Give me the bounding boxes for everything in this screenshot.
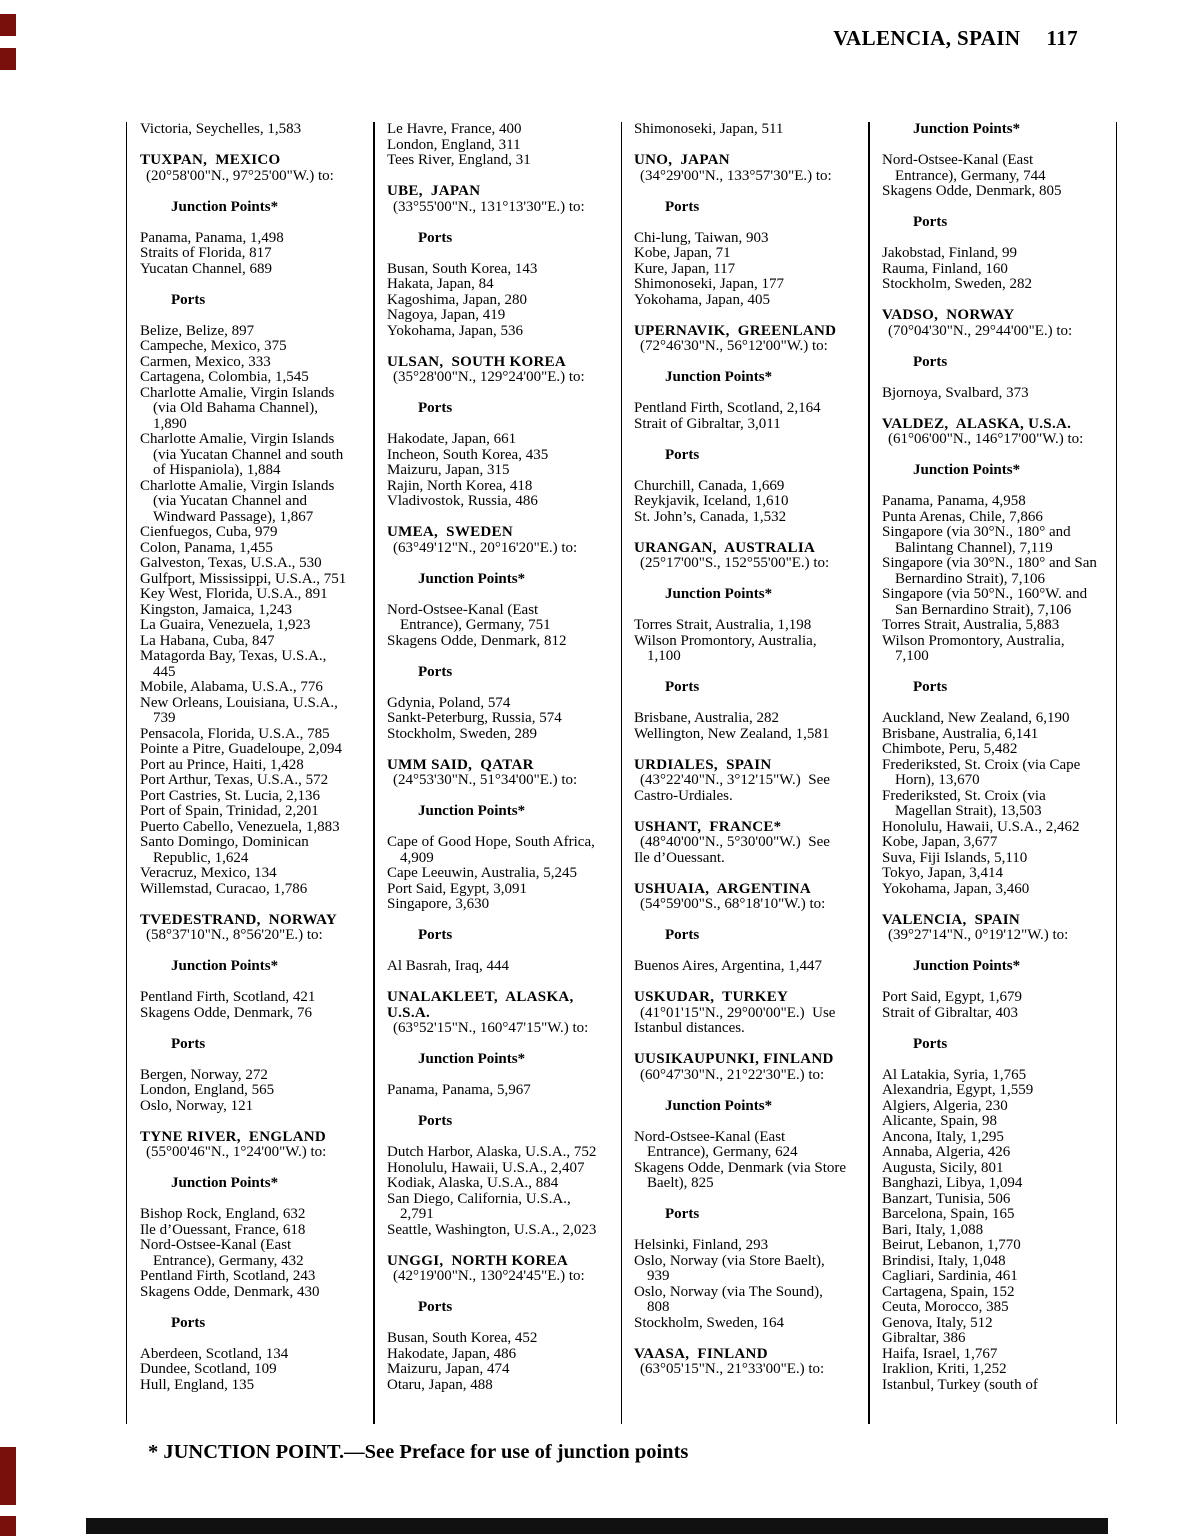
scan-artifact-mark <box>0 1447 16 1505</box>
port-distance-line: Frederiksted, St. Croix (via <box>882 787 1046 804</box>
port-distance-line: Pentland Firth, Scotland, 421 <box>140 989 316 1005</box>
port-distance-line: Chimbote, Peru, 5,482 <box>882 741 1018 757</box>
port-distance-line: Campeche, Mexico, 375 <box>140 338 287 354</box>
page-number: 117 <box>1046 26 1078 50</box>
entry-heading: USHANT, FRANCE* <box>634 818 782 835</box>
port-distance-line: Port Said, Egypt, 3,091 <box>387 880 528 897</box>
port-distance-line: Barcelona, Spain, 165 <box>882 1206 1015 1222</box>
section-subheading: Ports <box>171 291 206 308</box>
column-rule <box>126 122 128 1424</box>
junction-point-footnote: * JUNCTION POINT.—See Preface for use of junction points <box>148 1441 689 1463</box>
section-subheading: Junction Points* <box>913 121 1021 137</box>
port-distance-line: Singapore, 3,630 <box>387 896 490 912</box>
port-distance-line: Ile d’Ouessant, France, 618 <box>140 1221 306 1238</box>
port-distance-line: Bishop Rock, England, 632 <box>140 1206 306 1222</box>
port-distance-line: Cienfuegos, Cuba, 979 <box>140 524 278 540</box>
coordinates-line: (25°17'00"S., 152°55'00"E.) to: <box>640 555 830 571</box>
coordinates-line: (35°28'00"N., 129°24'00"E.) to: <box>393 369 585 385</box>
port-distance-line: Incheon, South Korea, 435 <box>387 446 549 463</box>
coordinates-line: (41°01'15"N., 29°00'00"E.) Use <box>640 1004 836 1021</box>
port-distance-line: St. John’s, Canada, 1,532 <box>634 508 787 525</box>
port-distance-line: Skagens Odde, Denmark, 805 <box>882 183 1062 199</box>
section-subheading: Ports <box>418 1299 453 1315</box>
port-distance-line: Strait of Gibraltar, 3,011 <box>634 415 781 432</box>
port-distance-line: Ceuta, Morocco, 385 <box>882 1299 1009 1315</box>
port-distance-line: Gdynia, Poland, 574 <box>387 694 511 711</box>
port-distance-line: Yokohama, Japan, 3,460 <box>882 880 1030 897</box>
section-subheading: Ports <box>418 663 453 680</box>
port-distance-line: Churchill, Canada, 1,669 <box>634 477 785 494</box>
section-subheading: Ports <box>913 1035 948 1052</box>
port-distance-line: Panama, Panama, 5,967 <box>387 1082 531 1098</box>
port-distance-line: Singapore (via 30°N., 180° and <box>882 524 1071 540</box>
section-subheading: Junction Points* <box>665 1097 773 1114</box>
section-subheading: Junction Points* <box>418 803 526 819</box>
port-distance-line: Beirut, Lebanon, 1,770 <box>882 1237 1021 1253</box>
entry-heading: VALENCIA, SPAIN <box>882 911 1021 928</box>
section-subheading: Junction Points* <box>171 198 279 215</box>
port-distance-line: Puerto Cabello, Venezuela, 1,883 <box>140 818 340 835</box>
port-distance-line: Victoria, Seychelles, 1,583 <box>140 121 302 137</box>
entry-heading: UUSIKAUPUNKI, FINLAND <box>634 1051 834 1067</box>
port-distance-line: Istanbul distances. <box>634 1020 745 1036</box>
entry-heading: VAASA, FINLAND <box>634 1345 768 1362</box>
port-distance-line: Oslo, Norway (via The Sound), <box>634 1283 823 1300</box>
entry-heading: VALDEZ, ALASKA, U.S.A. <box>882 415 1072 432</box>
entry-heading: UNO, JAPAN <box>634 152 730 168</box>
scan-artifact-mark <box>0 1516 16 1536</box>
port-distance-line: Belize, Belize, 897 <box>140 322 255 339</box>
port-distance-line: La Habana, Cuba, 847 <box>140 632 275 649</box>
entry-heading: UMEA, SWEDEN <box>387 524 513 540</box>
port-distance-line: Sankt-Peterburg, Russia, 574 <box>387 710 562 726</box>
section-subheading: Junction Points* <box>665 586 773 602</box>
port-distance-line: London, England, 565 <box>140 1082 275 1098</box>
port-distance-line: Annaba, Algeria, 426 <box>882 1144 1011 1160</box>
text-column-1 <box>140 122 377 1393</box>
port-distance-line: Skagens Odde, Denmark, 812 <box>387 632 567 649</box>
port-distance-line: Helsinki, Finland, 293 <box>634 1237 769 1253</box>
continuation-line: Magellan Strait), 13,503 <box>895 803 1042 819</box>
coordinates-line: (58°37'10"N., 8°56'20"E.) to: <box>146 927 323 943</box>
running-header <box>833 26 1078 51</box>
port-distance-line: Jakobstad, Finland, 99 <box>882 245 1017 261</box>
section-subheading: Ports <box>171 1314 206 1331</box>
port-distance-line: Augusta, Sicily, 801 <box>882 1159 1004 1176</box>
port-distance-line: Kobe, Japan, 71 <box>634 245 731 261</box>
continuation-line: Entrance), Germany, 624 <box>647 1144 798 1160</box>
port-distance-line: Honolulu, Hawaii, U.S.A., 2,407 <box>387 1159 585 1176</box>
section-subheading: Junction Points* <box>171 1175 279 1191</box>
coordinates-line: (55°00'46"N., 1°24'00"W.) to: <box>146 1144 327 1160</box>
port-distance-line: Istanbul, Turkey (south of <box>882 1376 1038 1393</box>
continuation-line: 739 <box>153 710 176 726</box>
port-distance-line: Port Castries, St. Lucia, 2,136 <box>140 787 320 804</box>
port-distance-line: Dundee, Scotland, 109 <box>140 1361 277 1377</box>
port-distance-line: Buenos Aires, Argentina, 1,447 <box>634 958 823 974</box>
entry-heading: UBE, JAPAN <box>387 183 481 199</box>
port-distance-line: Panama, Panama, 4,958 <box>882 493 1026 509</box>
port-distance-line: Charlotte Amalie, Virgin Islands <box>140 384 335 401</box>
port-distance-line: Pentland Firth, Scotland, 243 <box>140 1268 316 1284</box>
running-head-title: VALENCIA, SPAIN <box>833 26 1021 50</box>
port-distance-line: Gulfport, Mississippi, U.S.A., 751 <box>140 570 347 587</box>
section-subheading: Ports <box>418 1113 453 1129</box>
port-distance-line: Singapore (via 30°N., 180° and San <box>882 555 1097 571</box>
port-distance-line: Haifa, Israel, 1,767 <box>882 1345 998 1362</box>
port-distance-line: Auckland, New Zealand, 6,190 <box>882 710 1070 726</box>
port-distance-line: Castro-Urdiales. <box>634 787 733 804</box>
port-distance-line: Hakodate, Japan, 661 <box>387 431 517 447</box>
port-distance-line: Charlotte Amalie, Virgin Islands <box>140 477 335 494</box>
port-distance-line: Punta Arenas, Chile, 7,866 <box>882 508 1043 525</box>
port-distance-line: Banghazi, Libya, 1,094 <box>882 1175 1023 1191</box>
port-distance-line: Bergen, Norway, 272 <box>140 1066 268 1083</box>
section-subheading: Junction Points* <box>171 958 279 974</box>
port-distance-line: Suva, Fiji Islands, 5,110 <box>882 849 1028 866</box>
port-distance-line: Nagoya, Japan, 419 <box>387 307 506 323</box>
coordinates-line: (42°19'00"N., 130°24'45"E.) to: <box>393 1268 585 1284</box>
port-distance-line: Maizuru, Japan, 315 <box>387 462 510 478</box>
port-distance-line: Port Said, Egypt, 1,679 <box>882 989 1023 1005</box>
port-distance-line: Busan, South Korea, 452 <box>387 1330 538 1346</box>
port-distance-line: Tees River, England, 31 <box>387 152 531 168</box>
coordinates-line: (60°47'30"N., 21°22'30"E.) to: <box>640 1066 825 1083</box>
coordinates-line: (24°53'30"N., 51°34'00"E.) to: <box>393 772 578 788</box>
continuation-line: (via Yucatan Channel and south <box>153 446 344 463</box>
entry-heading: URANGAN, AUSTRALIA <box>634 539 816 556</box>
section-subheading: Junction Points* <box>913 462 1021 478</box>
port-distance-line: Pensacola, Florida, U.S.A., 785 <box>140 725 330 742</box>
port-distance-line: Aberdeen, Scotland, 134 <box>140 1345 289 1362</box>
entry-heading: UMM SAID, QATAR <box>387 756 534 773</box>
port-distance-line: Kobe, Japan, 3,677 <box>882 834 998 850</box>
port-distance-line: Pentland Firth, Scotland, 2,164 <box>634 400 821 416</box>
port-distance-line: Al Basrah, Iraq, 444 <box>387 958 510 974</box>
port-distance-line: Veracruz, Mexico, 134 <box>140 865 277 881</box>
port-distance-line: Yucatan Channel, 689 <box>140 260 273 277</box>
coordinates-line: (63°49'12"N., 20°16'20"E.) to: <box>393 539 578 556</box>
port-distance-line: Busan, South Korea, 143 <box>387 260 538 277</box>
port-distance-line: Singapore (via 50°N., 160°W. and <box>882 586 1088 602</box>
entry-heading: VADSO, NORWAY <box>882 307 1015 323</box>
port-distance-line: Ancona, Italy, 1,295 <box>882 1128 1004 1145</box>
port-distance-line: Santo Domingo, Dominican <box>140 834 309 850</box>
continuation-line: 7,100 <box>895 648 929 664</box>
port-distance-line: Rajin, North Korea, 418 <box>387 477 533 494</box>
port-distance-line: Dutch Harbor, Alaska, U.S.A., 752 <box>387 1144 597 1160</box>
section-subheading: Ports <box>665 927 700 943</box>
port-distance-line: Vladivostok, Russia, 486 <box>387 493 538 509</box>
port-distance-line: Shimonoseki, Japan, 511 <box>634 121 784 137</box>
continuation-line: Entrance), Germany, 744 <box>895 167 1046 184</box>
section-subheading: Junction Points* <box>418 1051 526 1067</box>
port-distance-line: Kodiak, Alaska, U.S.A., 884 <box>387 1175 559 1191</box>
section-subheading: Ports <box>913 679 948 695</box>
coordinates-line: (39°27'14"N., 0°19'12"W.) to: <box>888 927 1069 943</box>
port-distance-line: Alicante, Spain, 98 <box>882 1113 997 1129</box>
port-distance-line: Al Latakia, Syria, 1,765 <box>882 1066 1027 1083</box>
port-distance-line: Port Arthur, Texas, U.S.A., 572 <box>140 772 329 788</box>
entry-heading: UNGGI, NORTH KOREA <box>387 1252 569 1269</box>
section-subheading: Ports <box>665 198 700 215</box>
port-distance-line: Strait of Gibraltar, 403 <box>882 1004 1019 1021</box>
coordinates-line: (61°06'00"N., 146°17'00"W.) to: <box>888 431 1084 447</box>
section-subheading: Ports <box>418 400 453 416</box>
section-subheading: Ports <box>418 927 453 943</box>
port-distance-line: Alexandria, Egypt, 1,559 <box>882 1082 1034 1098</box>
port-distance-line: Brisbane, Australia, 282 <box>634 710 779 726</box>
coordinates-line: (34°29'00"N., 133°57'30"E.) to: <box>640 167 832 184</box>
port-distance-line: Chi-lung, Taiwan, 903 <box>634 229 769 246</box>
port-distance-line: Kingston, Jamaica, 1,243 <box>140 601 293 618</box>
port-distance-line: New Orleans, Louisiana, U.S.A., <box>140 694 338 711</box>
port-distance-line: Colon, Panama, 1,455 <box>140 539 273 556</box>
port-distance-line: Cagliari, Sardinia, 461 <box>882 1268 1018 1284</box>
section-subheading: Ports <box>913 214 948 230</box>
port-distance-line: Kure, Japan, 117 <box>634 260 736 277</box>
coordinates-line: (20°58'00"N., 97°25'00"W.) to: <box>146 167 334 184</box>
coordinates-line: (63°52'15"N., 160°47'15"W.) to: <box>393 1020 589 1036</box>
port-distance-line: Cape of Good Hope, South Africa, <box>387 834 595 850</box>
port-distance-line: Key West, Florida, U.S.A., 891 <box>140 586 328 602</box>
entry-heading: U.S.A. <box>387 1004 431 1021</box>
coordinates-line: (33°55'00"N., 131°13'30"E.) to: <box>393 198 585 215</box>
port-distance-line: Matagorda Bay, Texas, U.S.A., <box>140 648 327 664</box>
port-distance-line: Nord-Ostsee-Kanal (East <box>140 1237 292 1253</box>
section-subheading: Ports <box>665 679 700 695</box>
coordinates-line: (43°22'40"N., 3°12'15"W.) See <box>640 772 830 788</box>
section-subheading: Ports <box>665 1206 700 1222</box>
port-distance-line: Port of Spain, Trinidad, 2,201 <box>140 803 319 819</box>
continuation-line: Balintang Channel), 7,119 <box>895 539 1053 556</box>
port-distance-line: Torres Strait, Australia, 5,883 <box>882 617 1060 633</box>
port-distance-line: Le Havre, France, 400 <box>387 121 522 137</box>
port-distance-line: Hull, England, 135 <box>140 1376 255 1393</box>
port-distance-line: Tokyo, Japan, 3,414 <box>882 865 1004 881</box>
port-distance-line: Algiers, Algeria, 230 <box>882 1097 1008 1114</box>
entry-heading: TVEDESTRAND, NORWAY <box>140 911 338 928</box>
port-distance-line: Stockholm, Sweden, 289 <box>387 725 537 742</box>
continuation-line: 808 <box>647 1299 670 1315</box>
port-distance-line: Nord-Ostsee-Kanal (East <box>387 601 539 618</box>
scan-artifact-mark <box>0 14 16 36</box>
port-distance-line: Skagens Odde, Denmark, 76 <box>140 1004 313 1021</box>
port-distance-line: Hakodate, Japan, 486 <box>387 1345 517 1362</box>
entry-heading: UPERNAVIK, GREENLAND <box>634 322 837 339</box>
entry-heading: TYNE RIVER, ENGLAND <box>140 1128 327 1145</box>
continuation-line: 445 <box>153 663 176 680</box>
continuation-line: (via Yucatan Channel and <box>153 493 307 509</box>
port-distance-line: Honolulu, Hawaii, U.S.A., 2,462 <box>882 818 1080 835</box>
continuation-line: of Hispaniola), 1,884 <box>153 462 281 478</box>
port-distance-line: Kagoshima, Japan, 280 <box>387 291 527 308</box>
port-distance-line: Bari, Italy, 1,088 <box>882 1221 984 1238</box>
port-distance-line: Galveston, Texas, U.S.A., 530 <box>140 555 322 571</box>
section-subheading: Junction Points* <box>665 369 773 385</box>
continuation-line: Horn), 13,670 <box>895 772 980 788</box>
continuation-line: Entrance), Germany, 751 <box>400 617 551 633</box>
port-distance-line: Panama, Panama, 1,498 <box>140 229 284 246</box>
continuation-line: 2,791 <box>400 1206 434 1222</box>
continuation-line: Baelt), 825 <box>647 1175 714 1191</box>
port-distance-line: Port au Prince, Haiti, 1,428 <box>140 756 304 773</box>
port-distance-line: Hakata, Japan, 84 <box>387 276 494 292</box>
port-distance-line: Seattle, Washington, U.S.A., 2,023 <box>387 1221 597 1238</box>
coordinates-line: (48°40'00"N., 5°30'00"W.) See <box>640 834 830 850</box>
section-subheading: Ports <box>913 353 948 370</box>
entry-heading: USHUAIA, ARGENTINA <box>634 880 811 897</box>
section-subheading: Junction Points* <box>913 958 1021 974</box>
port-distance-line: Frederiksted, St. Croix (via Cape <box>882 756 1081 773</box>
port-distance-line: Stockholm, Sweden, 282 <box>882 276 1032 292</box>
port-distance-line: Straits of Florida, 817 <box>140 245 272 261</box>
port-distance-line: Shimonoseki, Japan, 177 <box>634 276 784 292</box>
port-distance-line: Wellington, New Zealand, 1,581 <box>634 725 830 742</box>
port-distance-line: Stockholm, Sweden, 164 <box>634 1314 784 1331</box>
port-distance-line: Rauma, Finland, 160 <box>882 260 1008 277</box>
continuation-line: Entrance), Germany, 432 <box>153 1252 304 1269</box>
port-distance-line: Maizuru, Japan, 474 <box>387 1361 510 1377</box>
port-distance-line: Yokohama, Japan, 405 <box>634 291 770 308</box>
port-distance-line: Banzart, Tunisia, 506 <box>882 1190 1011 1207</box>
entry-heading: UNALAKLEET, ALASKA, <box>387 989 574 1005</box>
port-distance-line: Nord-Ostsee-Kanal (East <box>882 152 1034 168</box>
port-distance-line: Brisbane, Australia, 6,141 <box>882 725 1039 742</box>
port-distance-line: Ile d’Ouessant. <box>634 849 725 866</box>
port-distance-line: Yokohama, Japan, 536 <box>387 322 523 339</box>
continuation-line: San Bernardino Strait), 7,106 <box>895 601 1072 618</box>
port-distance-line: Skagens Odde, Denmark, 430 <box>140 1283 320 1300</box>
port-distance-line: Cartagena, Spain, 152 <box>882 1283 1015 1300</box>
port-distance-line: Oslo, Norway (via Store Baelt), <box>634 1252 825 1269</box>
port-distance-line: Cartagena, Colombia, 1,545 <box>140 369 309 385</box>
port-distance-line: Otaru, Japan, 488 <box>387 1376 493 1393</box>
section-subheading: Ports <box>665 446 700 463</box>
port-distance-line: Genova, Italy, 512 <box>882 1314 993 1331</box>
port-distance-line: Cape Leeuwin, Australia, 5,245 <box>387 865 577 881</box>
coordinates-line: (54°59'00"S., 68°18'10"W.) to: <box>640 896 826 912</box>
port-distance-line: Bjornoya, Svalbard, 373 <box>882 384 1029 401</box>
port-distance-line: Charlotte Amalie, Virgin Islands <box>140 431 335 447</box>
continuation-line: 4,909 <box>400 849 434 866</box>
port-distance-line: Gibraltar, 386 <box>882 1330 966 1346</box>
port-distance-line: Nord-Ostsee-Kanal (East <box>634 1128 786 1145</box>
port-distance-line: Oslo, Norway, 121 <box>140 1097 254 1114</box>
entry-heading: ULSAN, SOUTH KOREA <box>387 353 567 370</box>
port-distance-line: Carmen, Mexico, 333 <box>140 353 271 370</box>
scan-artifact-bar <box>86 1518 1108 1534</box>
scan-artifact-mark <box>0 48 16 70</box>
port-distance-line: Iraklion, Kriti, 1,252 <box>882 1361 1007 1377</box>
port-distance-line: Skagens Odde, Denmark (via Store <box>634 1159 847 1176</box>
continuation-line: 1,100 <box>647 648 681 664</box>
continuation-line: 1,890 <box>153 415 187 432</box>
port-distance-line: Brindisi, Italy, 1,048 <box>882 1252 1006 1269</box>
port-distance-line: Torres Strait, Australia, 1,198 <box>634 617 812 633</box>
continuation-line: 939 <box>647 1268 670 1284</box>
text-column-2 <box>387 122 624 1393</box>
port-distance-line: Wilson Promontory, Australia, <box>882 632 1065 649</box>
port-distance-line: La Guaira, Venezuela, 1,923 <box>140 617 311 633</box>
coordinates-line: (72°46'30"N., 56°12'00"W.) to: <box>640 338 828 354</box>
section-subheading: Junction Points* <box>418 570 526 587</box>
coordinates-line: (70°04'30"N., 29°44'00"E.) to: <box>888 322 1073 339</box>
port-distance-line: Mobile, Alabama, U.S.A., 776 <box>140 679 323 695</box>
continuation-line: (via Old Bahama Channel), <box>153 400 318 416</box>
entry-heading: TUXPAN, MEXICO <box>140 152 281 168</box>
continuation-line: Bernardino Strait), 7,106 <box>895 570 1045 587</box>
coordinates-line: (63°05'15"N., 21°33'00"E.) to: <box>640 1361 825 1377</box>
port-distance-line: Willemstad, Curacao, 1,786 <box>140 880 308 897</box>
section-subheading: Ports <box>171 1035 206 1052</box>
port-distance-line: Wilson Promontory, Australia, <box>634 632 817 649</box>
continuation-line: Republic, 1,624 <box>153 849 249 866</box>
port-distance-line: San Diego, California, U.S.A., <box>387 1190 571 1207</box>
port-distance-line: London, England, 311 <box>387 136 521 153</box>
port-distance-line: Pointe a Pitre, Guadeloupe, 2,094 <box>140 741 343 757</box>
entry-heading: URDIALES, SPAIN <box>634 756 772 773</box>
section-subheading: Ports <box>418 229 453 246</box>
entry-heading: USKUDAR, TURKEY <box>634 989 789 1005</box>
continuation-line: Windward Passage), 1,867 <box>153 508 314 525</box>
port-distance-line: Reykjavik, Iceland, 1,610 <box>634 493 789 509</box>
text-column-3 <box>634 122 871 1378</box>
text-column-4 <box>882 122 1119 1393</box>
